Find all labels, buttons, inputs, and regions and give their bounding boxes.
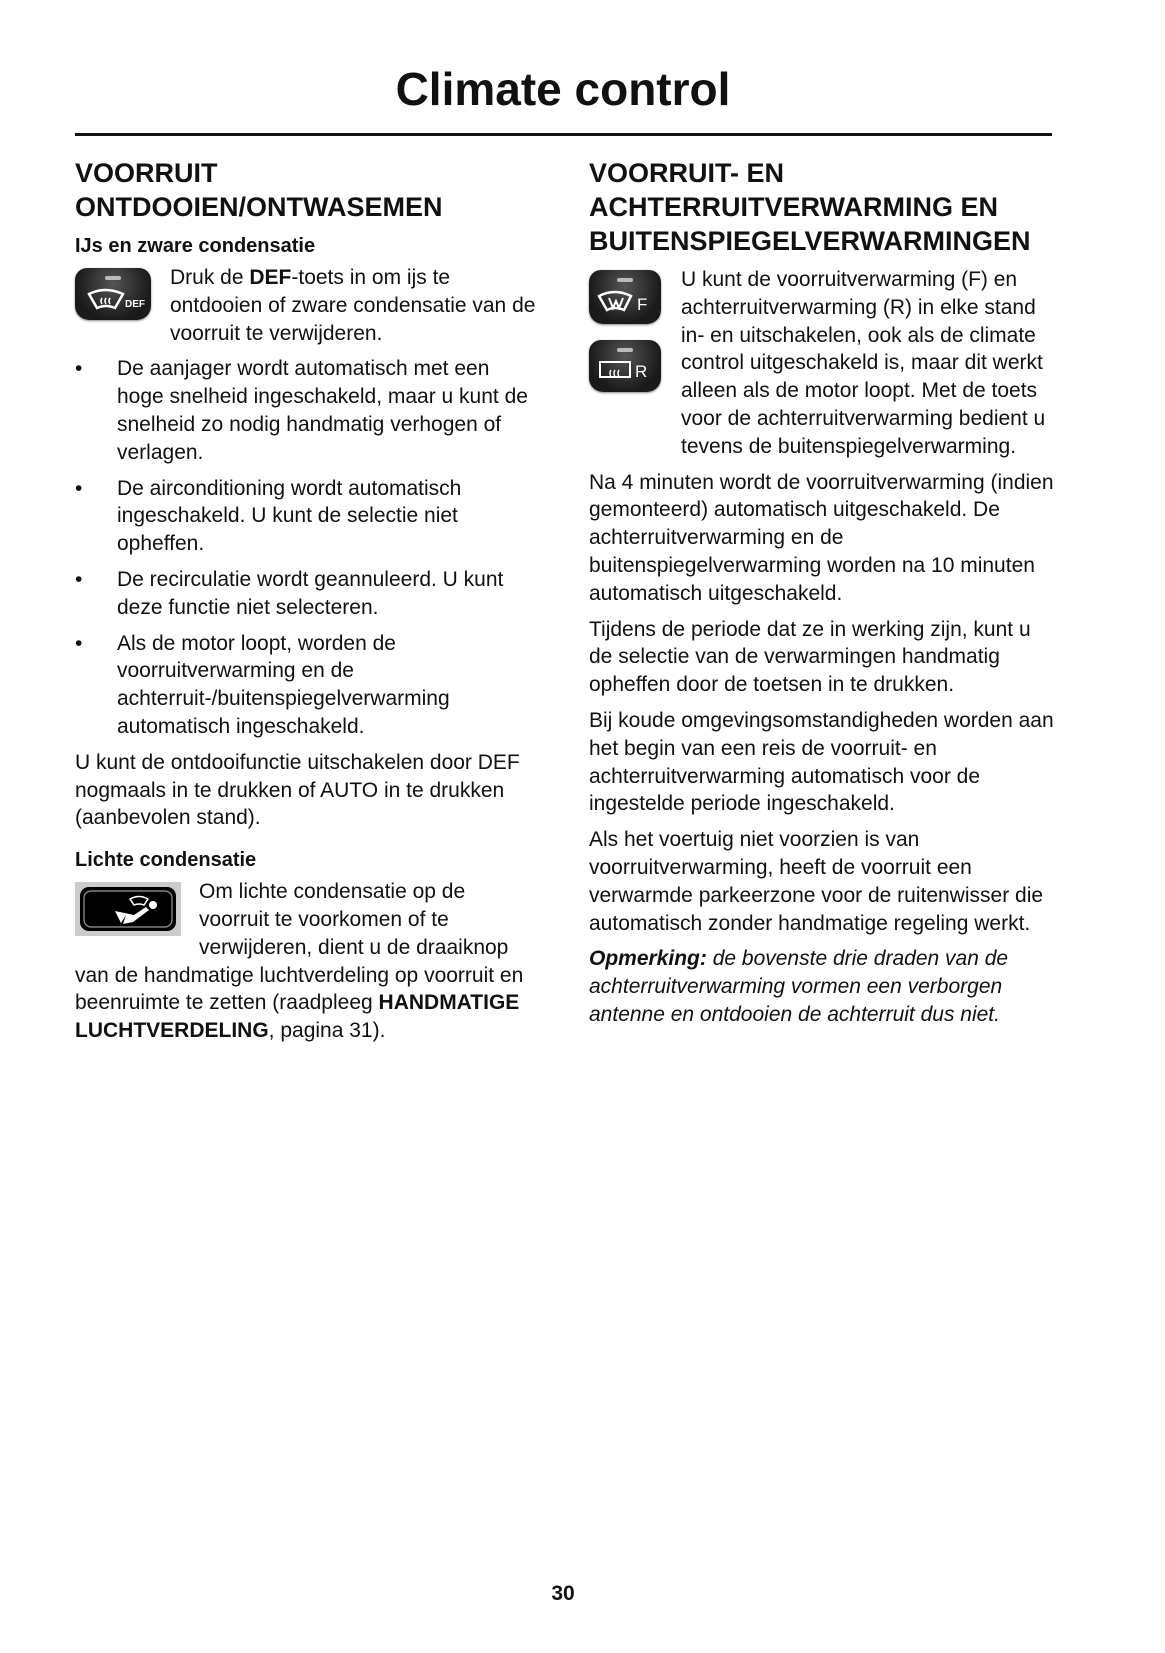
def-bullet-list [75, 355, 540, 740]
paragraph: Na 4 minuten wordt de voorruitverwarming (indien gemonteerd) automatisch uitgeschakeld. De achterruitverwarming en de buitenspiegelverwarming worden na 10 minuten automatisch uitgeschakeld. [589, 470, 1054, 605]
airflow-knob-icon [75, 882, 181, 936]
note: Opmerking: de bovenste drie draden van de achterruitverwarming vormen een verborgen antenne en ontdooien de achterruit dus niet. [589, 947, 1009, 1026]
list-item: • De recirculatie wordt geannuleerd. U kunt deze functie niet selecteren. [75, 566, 540, 622]
svg-text:DEF: DEF [125, 299, 145, 310]
subheading: IJs en zware condensatie [75, 235, 316, 257]
page-number: 30 [551, 1582, 575, 1605]
rear-heater-button-icon [589, 340, 661, 392]
list-item: • Als de motor loopt, worden de voorruitverwarming en de achterruit-/buitenspiegelverwarming automatisch ingeschakeld. [75, 630, 540, 741]
paragraph: Bij koude omgevingsomstandigheden worden aan het begin van een reis de voorruit- en achterruitverwarming automatisch voor de ingestelde periode ingeschakeld. [589, 708, 1054, 816]
page-title: Climate control [395, 63, 731, 115]
paragraph: Als het voertuig niet voorzien is van voorruitverwarming, heeft de voorruit een verwarmde parkeerzone voor de ruitenwisser die automatisch zonder handmatige regeling werkt. [589, 828, 1044, 935]
def-button-icon [75, 268, 151, 320]
heater-intro [589, 266, 1054, 469]
right-column [589, 156, 1054, 1037]
left-column [75, 156, 540, 1053]
subheading: Lichte condensatie [75, 849, 257, 872]
paragraph: U kunt de ontdooifunctie uitschakelen door DEF nogmaals in te drukken of AUTO in te drukken (aanbevolen stand). [75, 750, 520, 830]
front-heater-button-icon [589, 270, 661, 324]
paragraph: Tijdens de periode dat ze in werking zijn, kunt u de selectie van de verwarmingen handmatig opheffen door de toetsen in te drukken. [589, 617, 1031, 697]
svg-text:R: R [635, 362, 648, 381]
def-intro-text: Druk de DEF-toets in om ijs te ontdooien of zware condensatie van de voorruit te verwijderen. [170, 266, 536, 345]
light-condensation-text: Om lichte condensatie op de voorruit te voorkomen of te verwijderen, dient u de draaiknop van de handmatige luchtverdeling op voorruit en beenruimte te zetten (raadpleeg HANDMATIGE LUCHTVERDELING, pagina 31). [75, 880, 524, 1043]
def-intro [75, 264, 540, 355]
title-rule [75, 133, 1052, 136]
list-item: • De airconditioning wordt automatisch ingeschakeld. U kunt de selectie niet opheffen. [75, 475, 540, 558]
section-heading: VOORRUIT- EN ACHTERRUITVERWARMING EN BUITENSPIEGELVERWARMINGEN [589, 158, 1031, 256]
svg-text:F: F [637, 295, 648, 314]
paragraph: U kunt de voorruitverwarming (F) en achterruitverwarming (R) in elke stand in- en uitschakelen, ook als de climate control uitgeschakeld is, maar dit werkt alleen als de motor loopt. Met de toets voor de achterruitverwarming bedient u tevens de buitenspiegelverwarming. [681, 268, 1046, 458]
list-item: • De aanjager wordt automatisch met een hoge snelheid ingeschakeld, maar u kunt de snelheid zo nodig handmatig verhogen of verlagen. [75, 355, 540, 466]
section-heading: VOORRUIT ONTDOOIEN/ONTWASEMEN [75, 158, 443, 222]
